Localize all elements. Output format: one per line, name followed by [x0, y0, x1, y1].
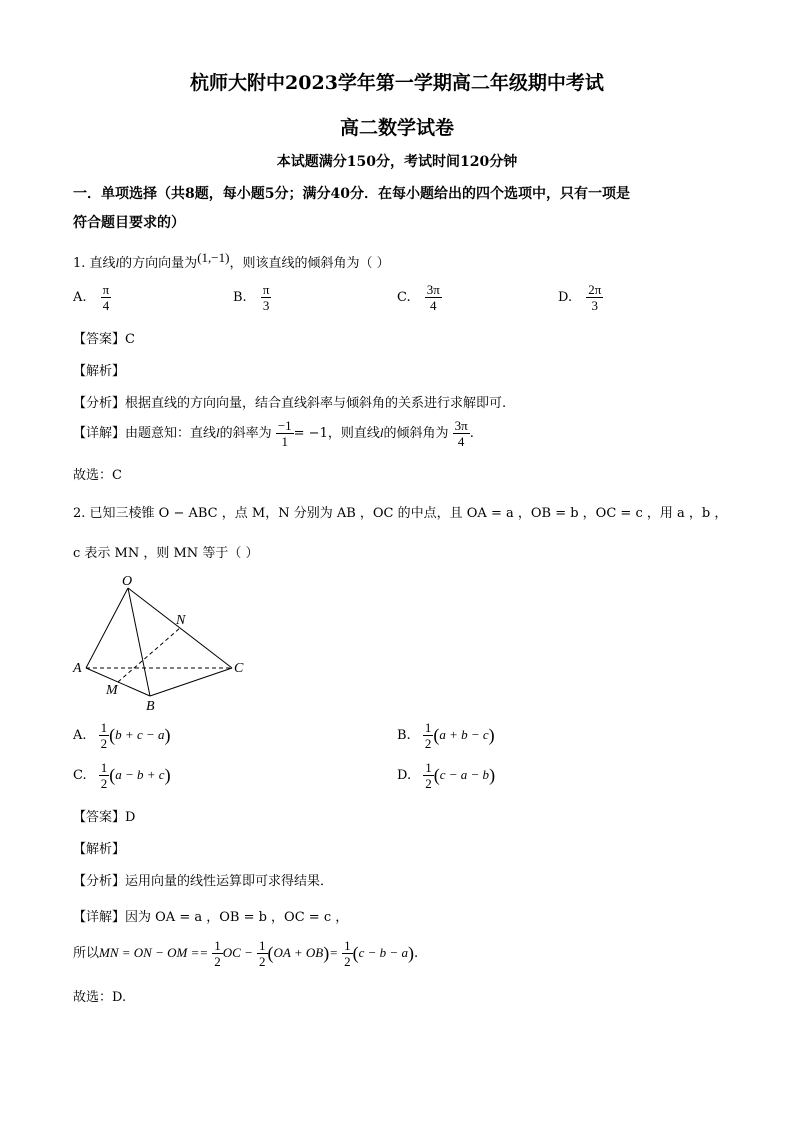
segment-mn: [118, 628, 180, 682]
tetrahedron-figure: [70, 572, 250, 712]
q2-stem-line1: 2. 已知三棱锥 O − ABC ，点 M，N 分别为 AB ，OC 的中点，且 OA = a ，OB = b ，OC = c ，用 a ，b ，: [73, 506, 728, 521]
label-b: B: [146, 699, 155, 712]
section-heading-line2: 符合题目要求的）: [73, 215, 185, 231]
label-a: A: [73, 661, 82, 676]
label-c: C: [234, 661, 244, 676]
q1-answer: 【答案】C: [73, 332, 135, 347]
q1-analysis: 【分析】根据直线的方向向量，结合直线斜率与倾斜角的关系进行求解即可.: [73, 396, 507, 411]
q1-option-c: C. $\frac{3\pi}{4}$: [397, 282, 440, 313]
q1-stem: 1. 直线l的方向向量为(1,−1)，则该直线的倾斜角为（ ）: [73, 250, 390, 271]
q2-stem-line2: c 表示 MN ，则 MN 等于（ ）: [73, 546, 259, 561]
q1-detail: 【详解】由题意知：直线l的斜率为 $\frac{-1}{1}$ = −1，则直线l的倾斜角为 $\frac{3\pi}{4}$ .: [73, 418, 474, 449]
label-n: N: [176, 613, 186, 628]
q2-derivation: 所以MN = ON − OM == $\frac{1}{2}$ OC − $\frac{1}{2}$ (OA + OB)= $\frac{1}{2}$ (c − b − a).: [73, 938, 419, 969]
edge-oc: [128, 588, 232, 668]
label-m: M: [106, 683, 118, 698]
section-heading-line1: 一．单项选择（共8题，每小题5分；满分40分．在每小题给出的四个选项中，只有一项是: [73, 186, 630, 202]
edge-bc: [150, 668, 232, 696]
q2-detail: 【详解】因为 OA = a ，OB = b ，OC = c ，: [73, 910, 349, 925]
edge-ob: [128, 588, 150, 696]
label-o: O: [122, 574, 133, 589]
q1-conclusion: 故选：C: [73, 468, 122, 483]
paper-subtitle: 高二数学试卷: [339, 117, 454, 139]
q2-option-d: D. $\frac{1}{2}$ (c − a − b): [397, 760, 496, 791]
exam-info: 本试题满分150分，考试时间120分钟: [276, 154, 518, 170]
q1-option-a: A. $\frac{\pi}{4}$: [73, 282, 110, 313]
q2-conclusion: 故选：D.: [73, 990, 127, 1005]
q1-jiexi-tag: 【解析】: [73, 364, 126, 379]
q2-jiexi-tag: 【解析】: [73, 842, 126, 857]
q2-analysis: 【分析】运用向量的线性运算即可求得结果．: [73, 874, 334, 889]
q1-option-b: B. $\frac{\pi}{3}$: [233, 282, 270, 313]
exam-title: 杭师大附中2023学年第一学期高二年级期中考试: [190, 72, 604, 94]
q2-option-a: A. $\frac{1}{2}$ (b + c − a): [73, 720, 171, 751]
edge-oa: [86, 588, 128, 668]
q2-option-c: C. $\frac{1}{2}$ (a − b + c): [73, 760, 171, 791]
q2-option-b: B. $\frac{1}{2}$ (a + b − c): [397, 720, 495, 751]
q1-option-d: D. $\frac{2\pi}{3}$: [558, 282, 602, 313]
q2-answer: 【答案】D: [73, 810, 136, 825]
